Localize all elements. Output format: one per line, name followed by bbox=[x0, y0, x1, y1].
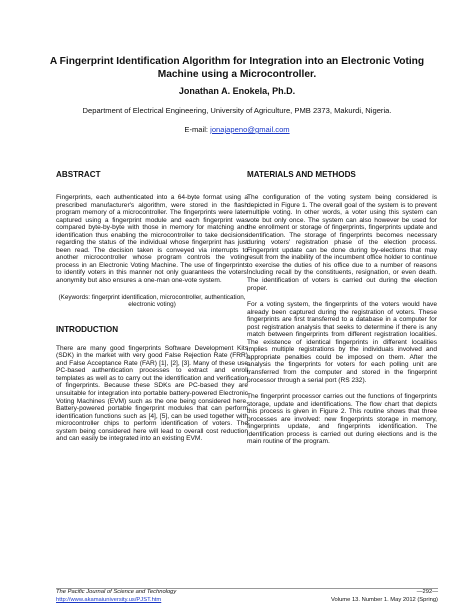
right-column bbox=[247, 170, 437, 455]
page-number: —292— bbox=[416, 589, 438, 595]
keywords: (Keywords: fingerprint identification, microcontroller, authentication, electronic voting) bbox=[58, 293, 246, 309]
left-column bbox=[56, 170, 248, 452]
footer-left bbox=[56, 589, 176, 605]
volume-info: Volume 13. Number 1. May 2012 (Spring) bbox=[331, 596, 438, 603]
journal-name: The Pacific Journal of Science and Technology bbox=[56, 589, 177, 595]
paper-title: A Fingerprint Identification Algorithm for Integration into an Electronic Voting Machine using a Microcontroller. bbox=[49, 56, 425, 80]
methods-paragraph: For a voting system, the fingerprints of the voters would have already been captured during the registration of voters. These fingerprints are first transferred to a database in a computer for post registration analysis that seeks to determine if there is any match between fingerprints from different registration localities. The existence of identical fingerprints in different localities implies multiple registrations by the individuals involved and appropriate penalties could be imposed on them. After the analysis the fingerprints for voters for each polling unit are transferred from the computer and stored in the fingerprint processor through a serial port (RS 232). bbox=[247, 301, 437, 384]
author-email-line bbox=[40, 125, 434, 135]
methods-paragraph: The fingerprint processor carries out the functions of fingerprints storage, update and identifications. The flow chart that depicts this process is given in Figure 2. This routine shows that three processes are involved: new fingerprints storage in memory, fingerprints update, and fingerprints identification. The identification process is carried out during elections and is the main routine of the program. bbox=[247, 393, 437, 446]
footer-right bbox=[300, 589, 438, 605]
methods-paragraph: The configuration of the voting system being considered is depicted in Figure 1. The overall goal of the system is to prevent multiple voting. In other words, a voter using this system can vote but only once. The system can also however be used for the enrollment or storage of fingerprints, fingerprints update and identification. The storage of fingerprints becomes necessary during voters' registration phase of the election process. Fingerprint update can be done during by-elections that may result from the inability of the incumbent office holder to continue to exercise the duties of his office due to a number of reasons including recall by the constituents, resignation, or even death. The identification of voters is carried out during the election proper. bbox=[247, 194, 437, 292]
methods-heading: MATERIALS AND METHODS bbox=[247, 170, 356, 179]
email-label: E-mail: bbox=[184, 125, 209, 134]
author-name: Jonathan A. Enokela, Ph.D. bbox=[178, 86, 296, 96]
abstract-heading: ABSTRACT bbox=[56, 170, 101, 179]
abstract-text: Fingerprints, each authenticated into a 64-byte format using a prescribed manufacturer's algorithm, were stored in the flash program memory of a microcontroller. The fingerprints were later captured using a fingerprint module and each fingerprint was compared byte-by-byte with those in memory for matching and identification thus enabling the microcontroller to take decisions regarding the status of the individual whose fingerprint has just been read. The decision taken is conveyed via interrupts to another microcontroller whose program controls the voting process in an Electronic Voting Machine. The use of fingerprints to identify voters in this manner not only guarantees the voters' anonymity but also ensures a one-man one-vote system. bbox=[56, 194, 248, 285]
introduction-heading: INTRODUCTION bbox=[56, 324, 119, 334]
journal-url-link[interactable]: http://www.akamaiuniversity.us/PJST.htm bbox=[56, 596, 162, 603]
introduction-text: There are many good fingerprints Software Development Kits (SDK) in the market with very good False Rejection Rate (FRR) and False Acceptance Rate (FAR) [1], [2], [3]. Many of these use PC-based authentication processes to extract and enroll templates as well as to carry out the identification and verification of fingerprints. Because these SDKs are PC-based they are unsuitable for integration into portable battery-powered Electronic Voting Machines (EVM) such as the one being considered here. Battery-powered portable fingerprint modules that can perform identification functions such as [4], [5], can be used together with microcontroller chips to perform identification of voters. The system being considered here will lead to overall cost reduction and can easily be integrated into an existing EVM. bbox=[56, 344, 248, 443]
email-link[interactable]: jonajapeno@gmail.com bbox=[210, 125, 290, 134]
author-affiliation: Department of Electrical Engineering, University of Agriculture, PMB 2373, Makurdi, Nigeria. bbox=[82, 106, 392, 115]
